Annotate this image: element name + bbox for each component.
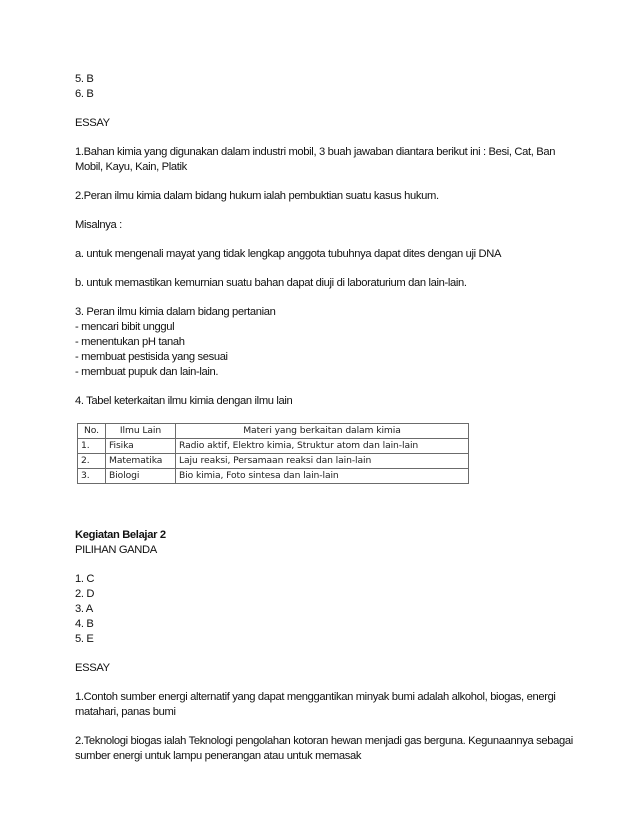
essay-answer-2: 2.Peran ilmu kimia dalam bidang hukum ialah pembuktian suatu kasus hukum. [75, 190, 439, 202]
column-header-ilmu-lain: Ilmu Lain [106, 424, 176, 439]
relation-table [77, 423, 469, 484]
list-item: - menentukan pH tanah [75, 336, 185, 348]
table-cell-ilmu: Matematika [106, 454, 176, 469]
answer-line: 2. D [75, 588, 95, 600]
table-row [78, 439, 469, 454]
essay-answer-4-title: 4. Tabel keterkaitan ilmu kimia dengan ilmu lain [75, 395, 293, 407]
table-header-row [78, 424, 469, 439]
answer-line: 6. B [75, 88, 94, 100]
table-cell-materi: Radio aktif, Elektro kimia, Struktur atom dan lain-lain [176, 439, 469, 454]
table-row [78, 469, 469, 484]
example-a: a. untuk mengenali mayat yang tidak lengkap anggota tubuhnya dapat dites dengan uji DNA [75, 248, 502, 260]
list-item: - membuat pupuk dan lain-lain. [75, 366, 219, 378]
table-cell-no: 3. [78, 469, 106, 484]
answer-line: 3. A [75, 603, 93, 615]
table-row [78, 454, 469, 469]
section-subtitle: PILIHAN GANDA [75, 544, 157, 556]
answer-line: 1. C [75, 573, 95, 585]
essay-answer-2: 2.Teknologi biogas ialah Teknologi pengolahan kotoran hewan menjadi gas berguna. Kegunaannya sebagai sumber energi untuk lampu penerangan atau untuk memasak [75, 735, 573, 762]
list-item: - mencari bibit unggul [75, 321, 175, 333]
essay-label: ESSAY [75, 117, 110, 129]
example-label: Misalnya : [75, 219, 122, 231]
section-title: Kegiatan Belajar 2 [75, 529, 166, 541]
answer-line: 5. E [75, 633, 94, 645]
essay-answer-1: 1.Contoh sumber energi alternatif yang dapat menggantikan minyak bumi adalah alkohol, biogas, energi matahari, panas bumi [75, 691, 556, 718]
example-b: b. untuk memastikan kemurnian suatu bahan dapat diuji di laboraturium dan lain-lain. [75, 277, 467, 289]
table-cell-materi: Laju reaksi, Persamaan reaksi dan lain-lain [176, 454, 469, 469]
table-cell-no: 1. [78, 439, 106, 454]
table-cell-materi: Bio kimia, Foto sintesa dan lain-lain [176, 469, 469, 484]
essay-answer-3-title: 3. Peran ilmu kimia dalam bidang pertanian [75, 306, 276, 318]
column-header-no: No. [78, 424, 106, 439]
document-body [75, 72, 575, 764]
list-item: - membuat pestisida yang sesuai [75, 351, 228, 363]
table-cell-no: 2. [78, 454, 106, 469]
answer-line: 5. B [75, 73, 94, 85]
table-cell-ilmu: Biologi [106, 469, 176, 484]
column-header-materi: Materi yang berkaitan dalam kimia [176, 424, 469, 439]
answer-line: 4. B [75, 618, 94, 630]
table-cell-ilmu: Fisika [106, 439, 176, 454]
essay-label: ESSAY [75, 662, 110, 674]
essay-answer-1: 1.Bahan kimia yang digunakan dalam industri mobil, 3 buah jawaban diantara berikut ini : Besi, Cat, Ban Mobil, Kayu, Kain, Platik [75, 146, 556, 173]
